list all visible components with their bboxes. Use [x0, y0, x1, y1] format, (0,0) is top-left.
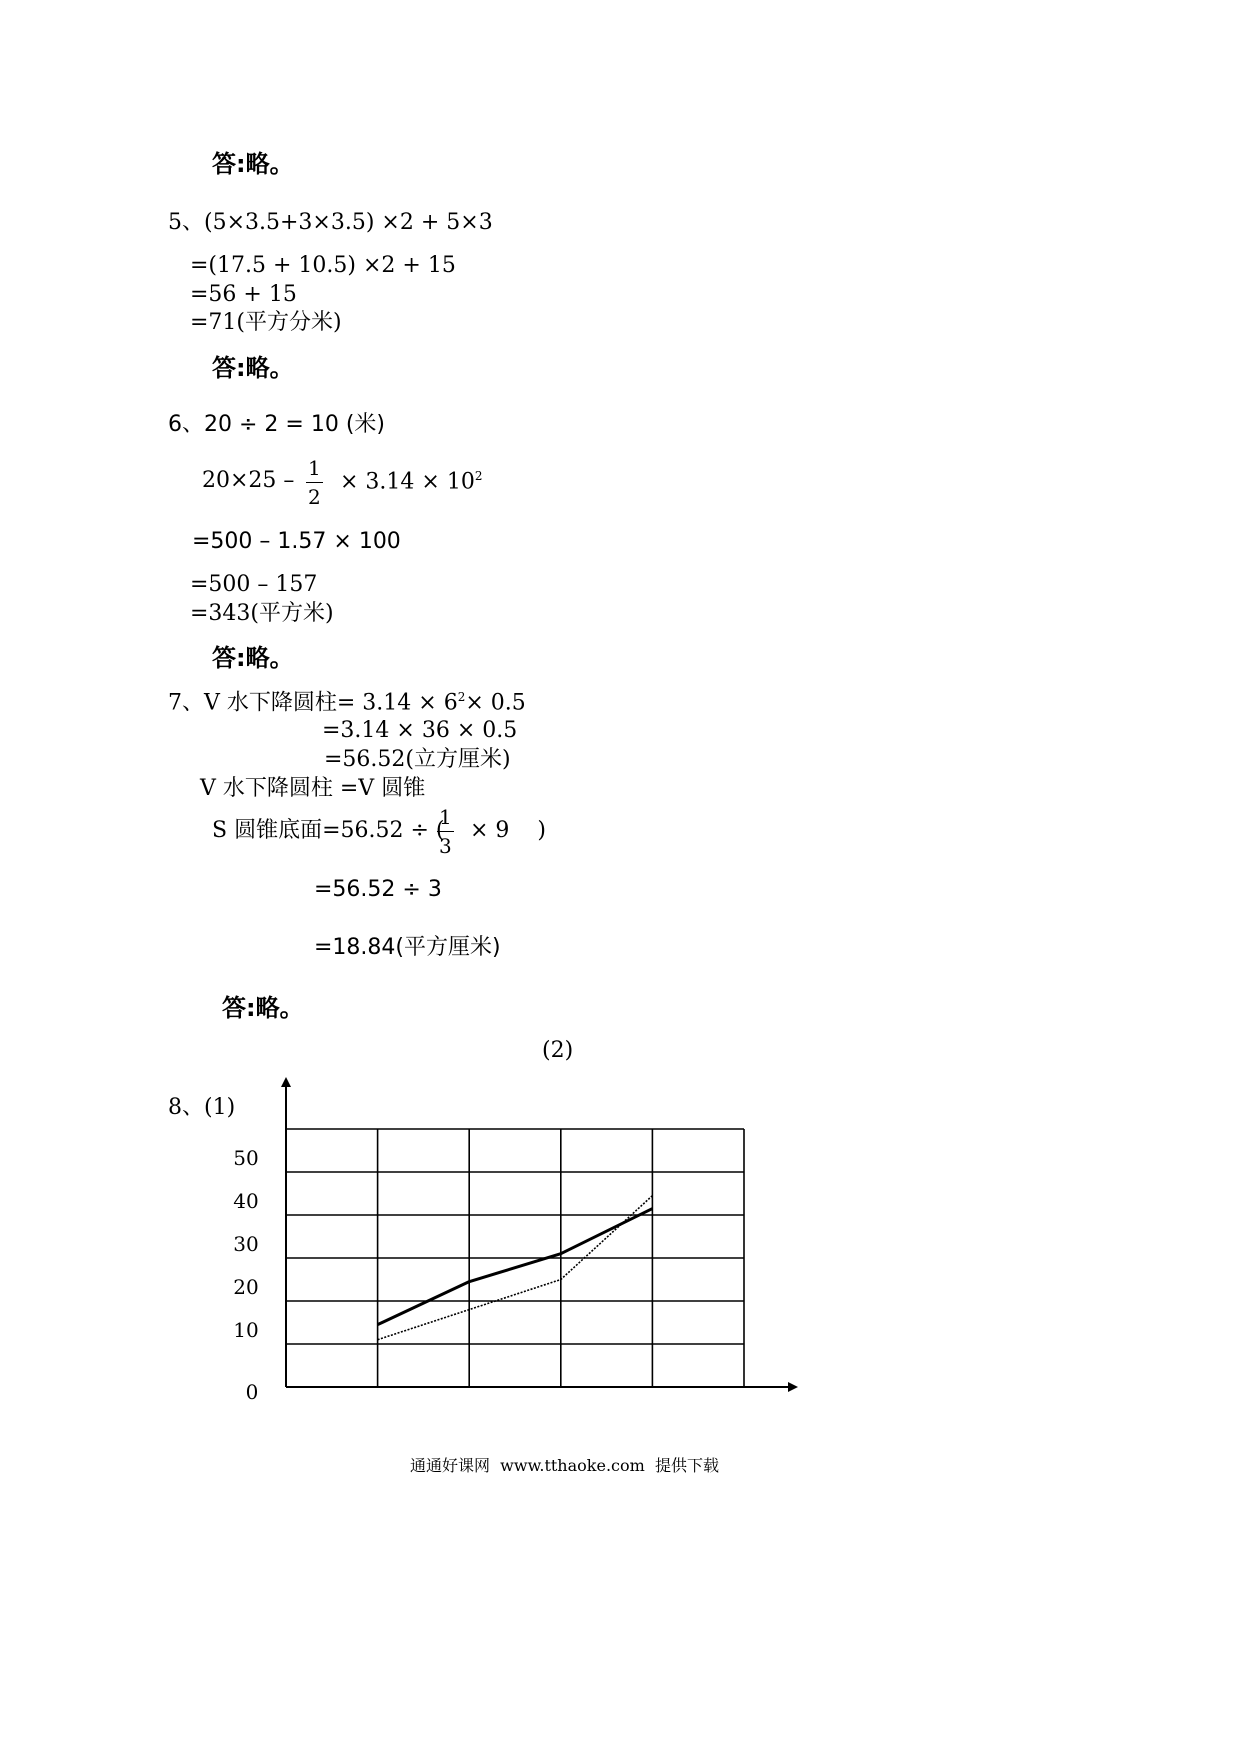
- q7-exponent: 2: [457, 690, 466, 704]
- q7-fraction-denominator: 3: [439, 834, 452, 858]
- q6-expression-start: 20×25 –: [202, 468, 295, 493]
- answer-omitted: 答:略。: [212, 644, 294, 672]
- q7-step-1: =3.14 × 36 × 0.5: [322, 718, 518, 743]
- q7-heading-start: 7、V 水下降圆柱= 3.14 × 6: [168, 690, 458, 716]
- y-tick-label: 20: [233, 1275, 259, 1299]
- q7-fraction-numerator: 1: [437, 807, 454, 832]
- q8-part-2-label: (2): [542, 1038, 574, 1063]
- y-tick-label: 10: [233, 1318, 259, 1342]
- q6-heading: 6、20 ÷ 2 = 10 (米): [168, 412, 385, 437]
- q5-step-2: =56 + 15: [190, 282, 297, 307]
- q6-step-2: =500 – 157: [190, 572, 318, 597]
- q6-expression-tail: × 3.14 × 10: [340, 469, 475, 495]
- q5-step-1: =(17.5 + 10.5) ×2 + 15: [190, 253, 456, 278]
- q7-base-area-end: × 9 ): [470, 818, 546, 843]
- answer-omitted: 答:略。: [222, 994, 304, 1022]
- q6-exponent: 2: [474, 469, 483, 483]
- series-line-1: [378, 1209, 653, 1325]
- q7-relation: V 水下降圆柱 =V 圆锥: [200, 776, 426, 801]
- q7-step-2: =56.52(立方厘米): [324, 747, 511, 772]
- answer-omitted: 答:略。: [212, 150, 294, 178]
- q6-step-1: =500 – 1.57 × 100: [192, 529, 401, 554]
- q7-step-3: =56.52 ÷ 3: [314, 877, 442, 902]
- q6-fraction-denominator: 2: [308, 485, 321, 509]
- q5-step-3: =71(平方分米): [190, 310, 342, 335]
- q7-heading-end: × 0.5: [465, 690, 526, 716]
- q7-base-area-start: S 圆锥底面=56.52 ÷ (: [212, 818, 445, 843]
- answer-omitted: 答:略。: [212, 354, 294, 382]
- footer-text: 通通好课网 www.tthaoke.com 提供下载: [410, 1456, 719, 1475]
- q6-fraction-numerator: 1: [306, 458, 323, 483]
- q7-step-4: =18.84(平方厘米): [314, 935, 501, 960]
- y-tick-label: 0: [245, 1380, 259, 1404]
- q5-heading: 5、(5×3.5+3×3.5) ×2 + 5×3: [168, 210, 493, 235]
- q8-part-1-label: 8、(1): [168, 1095, 236, 1120]
- y-tick-label: 30: [233, 1232, 259, 1256]
- y-tick-label: 40: [233, 1189, 259, 1213]
- y-tick-label: 50: [233, 1146, 259, 1170]
- q6-step-3: =343(平方米): [190, 601, 334, 626]
